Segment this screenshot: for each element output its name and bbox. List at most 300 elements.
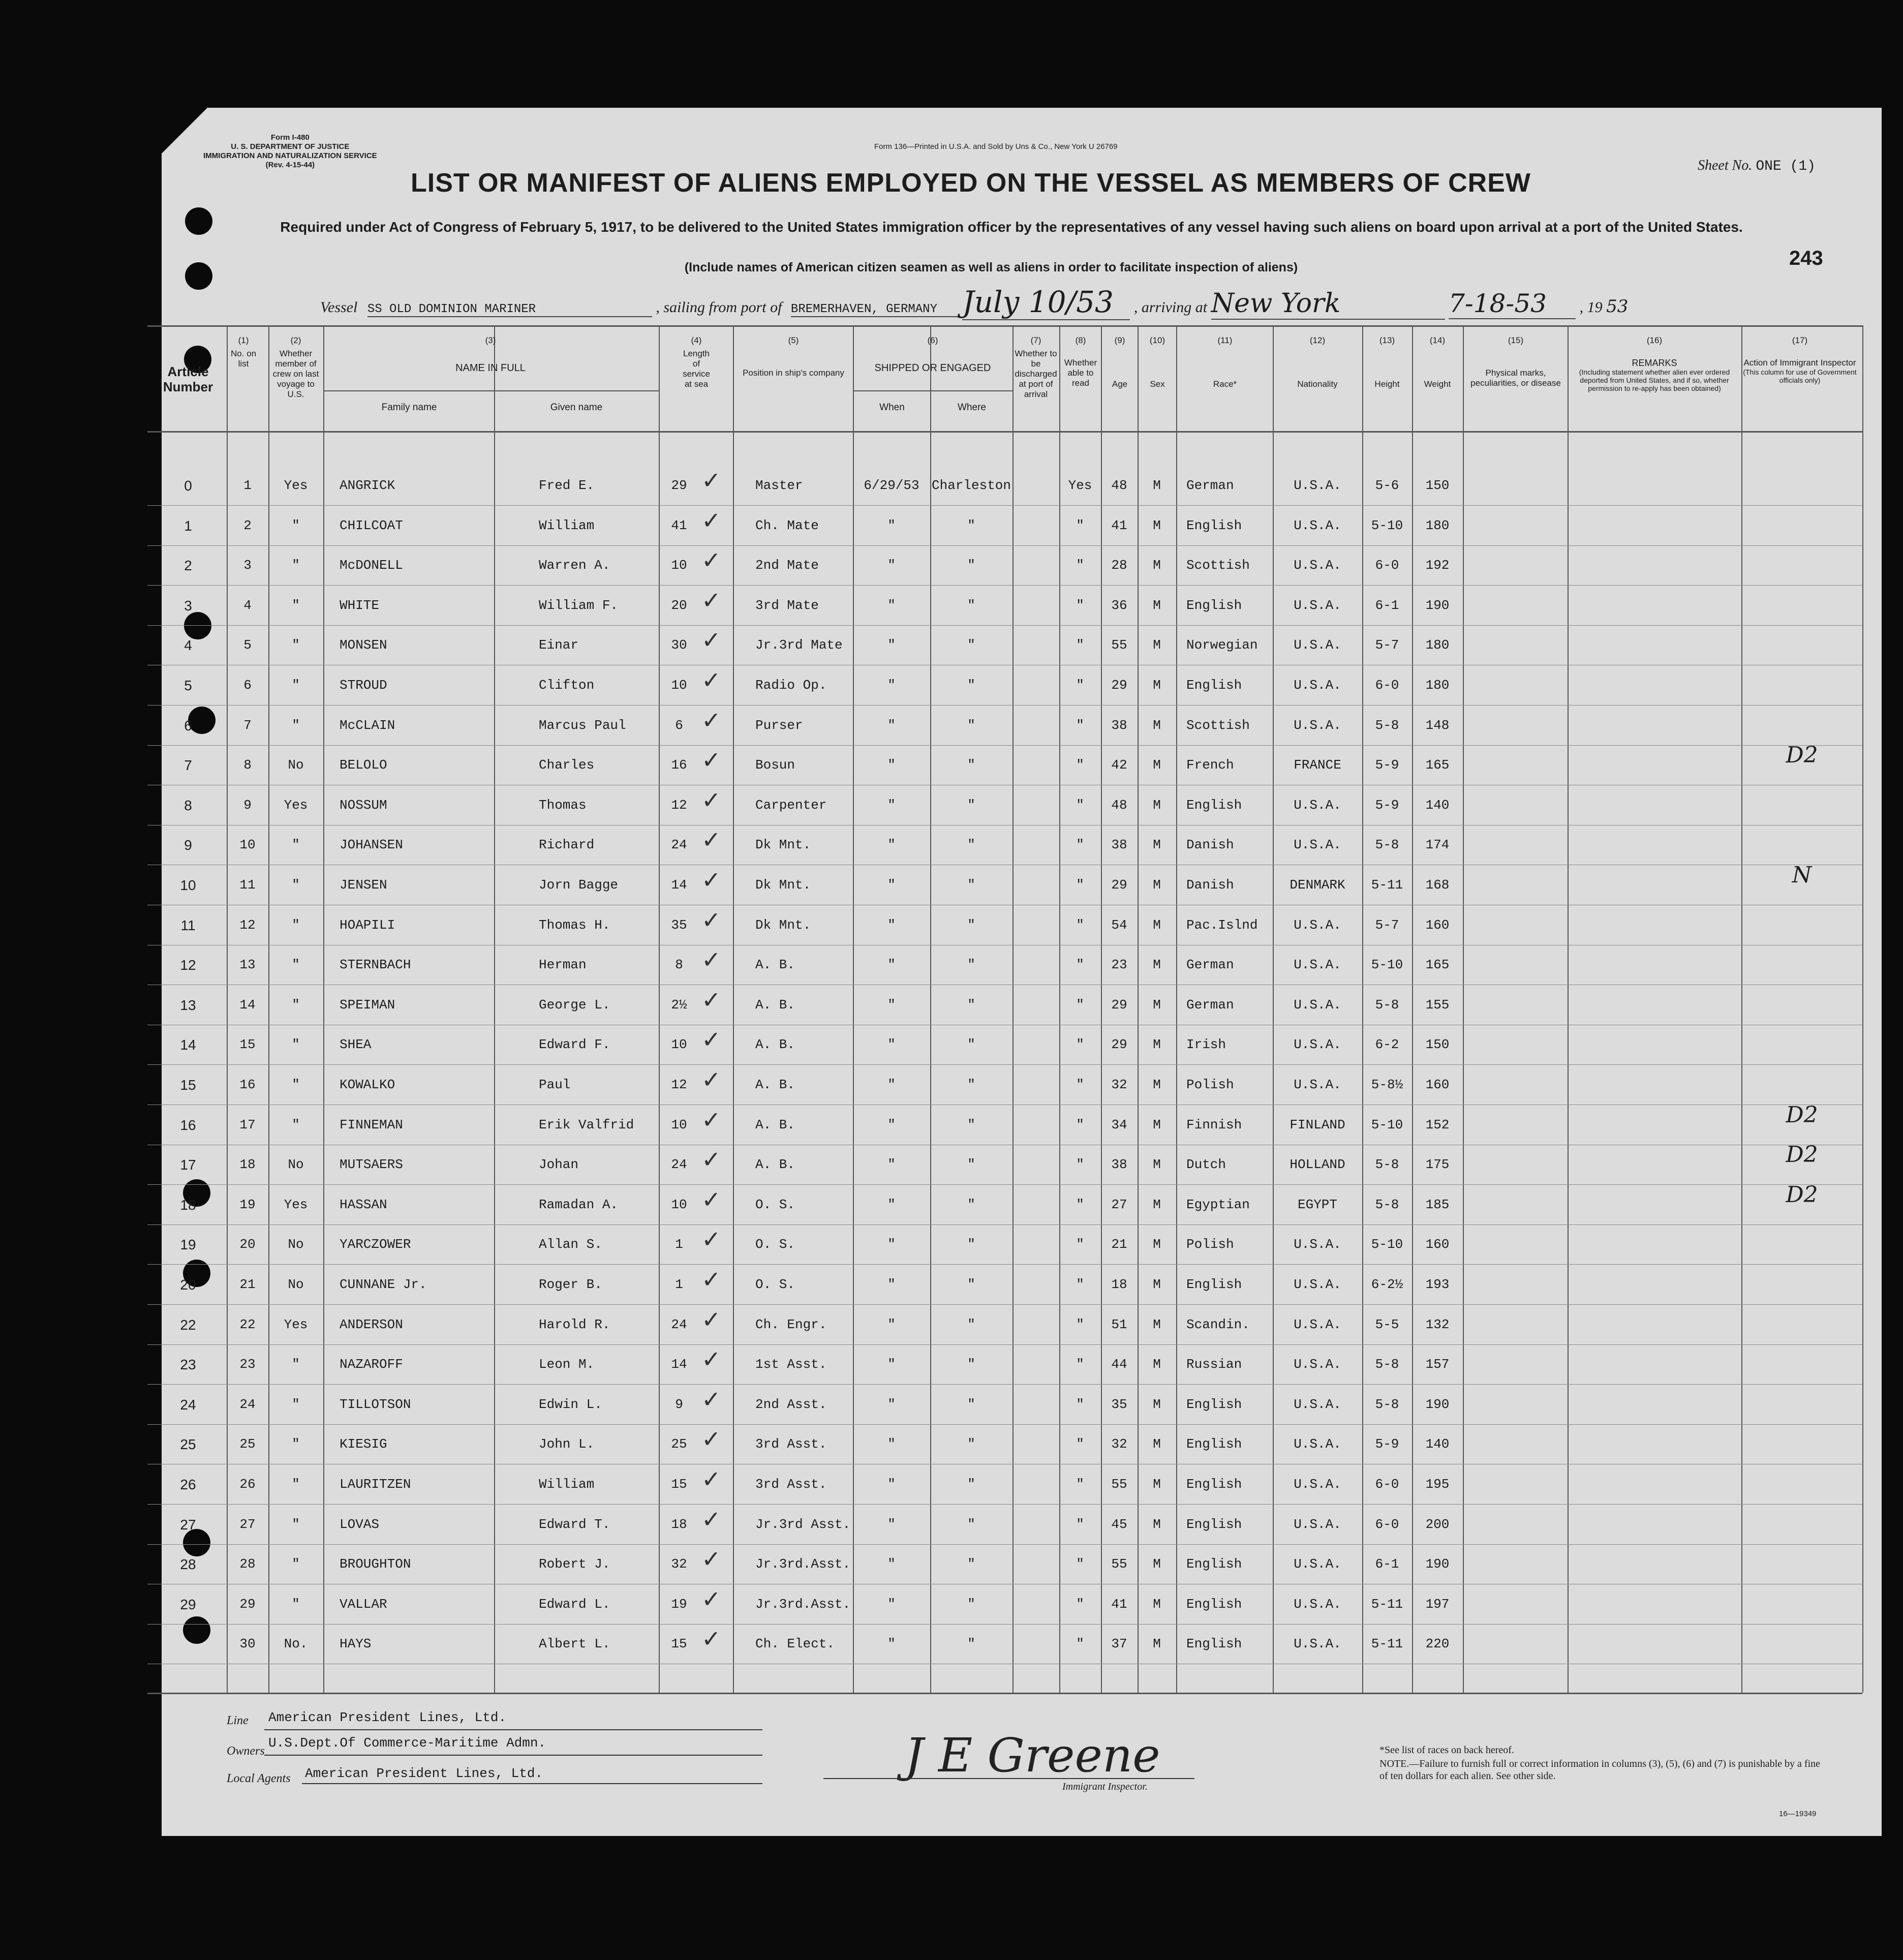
column-rule — [1176, 325, 1177, 1693]
cell-height: 5-8½ — [1371, 1077, 1403, 1092]
header-given-name: Given name — [550, 402, 603, 413]
cell-art: 19 — [180, 1237, 196, 1253]
cell-when: " — [887, 917, 896, 933]
cell-weight: 150 — [1425, 478, 1450, 493]
cell-family: McDONELL — [340, 558, 403, 573]
sailing-port: BREMERHAVEN, GERMANY — [791, 302, 959, 317]
cell-given: William — [539, 517, 595, 533]
cell-when: " — [887, 1556, 896, 1572]
cell-svc: 10 — [671, 1037, 687, 1053]
cell-height: 5-8 — [1375, 997, 1399, 1013]
cell-where: " — [967, 1117, 975, 1132]
cell-svc: 32 — [671, 1556, 687, 1572]
cell-family: HASSAN — [340, 1197, 387, 1212]
cell-height: 5-6 — [1375, 478, 1399, 493]
header-col-4 — [661, 335, 732, 389]
cell-prev: " — [292, 637, 300, 653]
cell-pos: Jr.3rd Asst. — [755, 1516, 851, 1532]
cell-svc: 6 — [675, 717, 683, 733]
header-bottom-rule — [147, 431, 1862, 433]
cell-when: " — [887, 1037, 896, 1053]
footer-line — [227, 1714, 249, 1728]
sheet-label: Sheet No. — [1698, 158, 1753, 173]
cell-family: MUTSAERS — [340, 1157, 403, 1173]
check-mark-icon: ✓ — [701, 946, 721, 974]
header-col-7 — [1014, 335, 1058, 400]
cell-given: Edward F. — [539, 1037, 610, 1053]
cell-given: Jorn Bagge — [539, 877, 619, 893]
cell-nat: U.S.A. — [1294, 1477, 1341, 1492]
cell-read: Yes — [1068, 478, 1092, 493]
punch-hole — [185, 207, 212, 235]
cell-age: 36 — [1111, 597, 1127, 613]
cell-pos: 3rd Asst. — [755, 1436, 827, 1452]
cell-sex: M — [1153, 1277, 1161, 1292]
cell-weight: 197 — [1425, 1596, 1450, 1612]
cell-action: N — [1792, 862, 1812, 888]
cell-given: Allan S. — [539, 1237, 602, 1252]
header-col-2 — [269, 335, 322, 400]
cell-nat: U.S.A. — [1294, 1556, 1341, 1572]
cell-race: Finnish — [1186, 1117, 1242, 1132]
cell-read: " — [1076, 1237, 1084, 1252]
cell-no: 9 — [243, 797, 252, 813]
cell-pos: 3rd Mate — [755, 597, 819, 613]
cell-pos: Dk Mnt. — [755, 917, 811, 933]
cell-sex: M — [1153, 1237, 1161, 1252]
cell-age: 38 — [1111, 837, 1127, 853]
cell-family: MONSEN — [340, 637, 387, 653]
cell-svc: 2½ — [671, 997, 687, 1013]
cell-weight: 140 — [1425, 797, 1450, 813]
check-mark-icon: ✓ — [701, 826, 721, 854]
cell-age: 29 — [1111, 997, 1127, 1013]
cell-sex: M — [1153, 917, 1161, 933]
cell-given: Paul — [539, 1077, 571, 1092]
cell-prev: " — [292, 517, 300, 533]
cell-race: French — [1186, 757, 1234, 773]
cell-weight: 180 — [1425, 637, 1450, 653]
cell-svc: 24 — [671, 1316, 687, 1332]
cell-weight: 175 — [1425, 1157, 1450, 1173]
cell-sex: M — [1153, 757, 1161, 773]
header-when: When — [879, 402, 905, 413]
check-mark-icon: ✓ — [701, 1146, 721, 1174]
cell-weight: 174 — [1425, 837, 1450, 853]
cell-when: " — [887, 1596, 896, 1612]
cell-height: 5-7 — [1375, 917, 1399, 933]
cell-race: English — [1186, 797, 1242, 813]
col-9-label: Age — [1112, 379, 1128, 389]
cell-pos: Jr.3rd Mate — [755, 637, 843, 653]
cell-when: " — [887, 1117, 896, 1132]
row-rule — [147, 545, 1862, 546]
cell-pos: A. B. — [755, 1077, 795, 1092]
requirement-text: Required under Act of Congress of February 5, 1917, to be delivered to the United States immigration officer by the representatives of any vessel having such aliens on board upon arrival at a port of the United States. — [280, 219, 1743, 235]
check-mark-icon: ✓ — [701, 906, 721, 934]
inspector-signature: J E Greene — [905, 1728, 1160, 1783]
cell-pos: Master — [755, 478, 803, 493]
cell-svc: 29 — [671, 478, 687, 493]
cell-prev: " — [292, 1516, 300, 1532]
cell-art: 27 — [180, 1516, 196, 1533]
col-8-number: (8) — [1075, 335, 1086, 345]
cell-given: Edwin L. — [539, 1396, 602, 1412]
row-rule — [147, 1504, 1862, 1505]
cell-prev: " — [292, 997, 300, 1013]
col-16-label: REMARKS — [1632, 358, 1677, 368]
sheet-value: ONE (1) — [1756, 159, 1816, 174]
agents-label: Local Agents — [227, 1772, 291, 1785]
cell-where: " — [967, 1037, 975, 1053]
cell-read: " — [1076, 637, 1084, 653]
cell-age: 23 — [1111, 957, 1127, 973]
cell-pos: Ch. Engr. — [755, 1316, 827, 1332]
cell-no: 30 — [239, 1636, 256, 1652]
cell-no: 5 — [243, 637, 252, 653]
cell-age: 41 — [1111, 517, 1127, 533]
col-10-label: Sex — [1150, 379, 1165, 389]
cell-height: 5-8 — [1375, 837, 1399, 853]
cell-weight: 140 — [1425, 1436, 1450, 1452]
service: IMMIGRATION AND NATURALIZATION SERVICE — [203, 151, 377, 160]
row-rule — [147, 1544, 1862, 1545]
cell-read: " — [1076, 1556, 1084, 1572]
col-17-note: (This column for use of Government officials only) — [1743, 368, 1857, 384]
check-mark-icon: ✓ — [701, 586, 721, 614]
column-rule — [1741, 325, 1742, 1693]
cell-given: Herman — [539, 957, 587, 973]
check-mark-icon: ✓ — [701, 506, 721, 534]
cell-family: KIESIG — [340, 1436, 387, 1452]
cell-sex: M — [1153, 1037, 1161, 1053]
cell-given: Roger B. — [539, 1277, 602, 1292]
cell-where: " — [967, 1357, 975, 1372]
cell-weight: 200 — [1425, 1516, 1450, 1532]
col-6-number: (6) — [927, 335, 938, 345]
cell-prev: " — [292, 1117, 300, 1132]
cell-where: " — [967, 997, 975, 1013]
cell-svc: 41 — [671, 517, 687, 533]
cell-family: STERNBACH — [340, 957, 411, 973]
cell-family: JOHANSEN — [340, 837, 403, 853]
row-rule — [147, 1184, 1862, 1185]
cell-no: 18 — [239, 1157, 256, 1173]
cell-age: 32 — [1111, 1436, 1127, 1452]
punch-hole — [184, 612, 211, 639]
cell-nat: U.S.A. — [1294, 1357, 1341, 1372]
cell-where: " — [967, 678, 975, 693]
cell-race: Danish — [1186, 837, 1234, 853]
check-mark-icon: ✓ — [701, 1185, 721, 1213]
check-mark-icon: ✓ — [701, 986, 721, 1014]
cell-age: 55 — [1111, 1477, 1127, 1492]
cell-sex: M — [1153, 1556, 1161, 1572]
row-rule — [147, 505, 1862, 506]
cell-given: Clifton — [539, 678, 595, 693]
cell-given: Charles — [539, 757, 595, 773]
cell-nat: U.S.A. — [1294, 797, 1341, 813]
cell-sex: M — [1153, 478, 1161, 493]
cell-race: Polish — [1186, 1077, 1234, 1092]
cell-art: 23 — [180, 1357, 196, 1373]
header-col-16 — [1571, 335, 1738, 392]
row-rule — [147, 625, 1862, 626]
cell-race: Dutch — [1186, 1157, 1226, 1173]
cell-where: " — [967, 1636, 975, 1652]
cell-weight: 190 — [1425, 1556, 1450, 1572]
cell-pos: Carpenter — [755, 797, 827, 813]
cell-family: ANGRICK — [340, 478, 395, 493]
header-col-17 — [1742, 335, 1857, 384]
cell-nat: U.S.A. — [1294, 597, 1341, 613]
check-mark-icon: ✓ — [701, 1106, 721, 1134]
cell-nat: EGYPT — [1297, 1197, 1337, 1212]
cell-svc: 30 — [671, 637, 687, 653]
row-rule — [147, 1304, 1862, 1305]
cell-where: " — [967, 1277, 975, 1292]
column-rule — [494, 325, 495, 1693]
cell-race: Danish — [1186, 877, 1234, 893]
table-bottom-rule — [147, 1693, 1862, 1694]
check-mark-icon: ✓ — [701, 746, 721, 774]
cell-prev: " — [292, 1556, 300, 1572]
cell-given: Richard — [539, 837, 595, 853]
cell-race: English — [1186, 1516, 1242, 1532]
cell-sex: M — [1153, 877, 1161, 893]
cell-age: 41 — [1111, 1596, 1127, 1612]
cell-given: William — [539, 1477, 595, 1492]
cell-prev: No — [288, 1237, 304, 1252]
page-number: 243 — [1789, 247, 1823, 269]
cell-age: 32 — [1111, 1077, 1127, 1092]
cell-family: JENSEN — [340, 877, 387, 893]
cell-when: " — [887, 637, 896, 653]
cell-svc: 24 — [671, 1157, 687, 1173]
arriving-label: , arriving at — [1133, 299, 1208, 316]
cell-race: English — [1186, 1436, 1242, 1452]
check-mark-icon: ✓ — [701, 1385, 721, 1413]
cell-no: 29 — [239, 1596, 256, 1612]
cell-art: 1 — [184, 517, 192, 534]
penalty-note: NOTE.—Failure to furnish full or correct information in columns (3), (5), (6) and (7) is punishable by a fine of ten dollars for each alien. See other side. — [1379, 1758, 1821, 1782]
cell-nat: DENMARK — [1290, 877, 1345, 893]
include-note: (Include names of American citizen seamen as well as aliens in order to facilitate inspection of aliens) — [684, 260, 1298, 274]
cell-no: 23 — [239, 1357, 256, 1372]
cell-nat: FRANCE — [1294, 757, 1341, 773]
cell-nat: U.S.A. — [1294, 1436, 1341, 1452]
department: U. S. DEPARTMENT OF JUSTICE — [231, 142, 350, 151]
cell-sex: M — [1153, 517, 1161, 533]
cell-action: D2 — [1786, 1101, 1818, 1128]
cell-pos: 3rd Asst. — [755, 1477, 827, 1492]
cell-prev: No — [288, 1157, 304, 1173]
cell-age: 44 — [1111, 1357, 1127, 1372]
cell-svc: 1 — [675, 1277, 683, 1292]
cell-pos: A. B. — [755, 997, 795, 1013]
cell-race: Scottish — [1186, 558, 1250, 573]
cell-no: 25 — [239, 1436, 256, 1452]
year-value: 53 — [1606, 296, 1629, 317]
cell-height: 5-5 — [1375, 1316, 1399, 1332]
header-col-11 — [1178, 335, 1272, 389]
cell-when: " — [887, 597, 896, 613]
cell-sex: M — [1153, 1117, 1161, 1132]
check-mark-icon: ✓ — [701, 1625, 721, 1653]
cell-where: " — [967, 1197, 975, 1212]
col-2-label: Whether member of crew on last voyage to U.S. — [272, 349, 319, 399]
cell-pos: Ch. Mate — [755, 517, 819, 533]
punch-hole — [183, 1616, 210, 1644]
cell-read: " — [1076, 517, 1084, 533]
races-note: *See list of races on back hereof. — [1379, 1744, 1514, 1756]
form-code: 16—19349 — [1779, 1810, 1817, 1818]
col-1-label: No. on list — [230, 349, 257, 369]
cell-sex: M — [1153, 1396, 1161, 1412]
cell-height: 5-8 — [1375, 1197, 1399, 1212]
cell-age: 29 — [1111, 1037, 1127, 1053]
cell-weight: 220 — [1425, 1636, 1450, 1652]
punch-hole — [185, 262, 212, 290]
cell-family: KOWALKO — [340, 1077, 395, 1092]
cell-pos: 1st Asst. — [755, 1357, 827, 1372]
row-rule — [147, 1344, 1862, 1345]
cell-read: " — [1076, 597, 1084, 613]
cell-when: " — [887, 1157, 896, 1173]
vessel-name: SS OLD DOMINION MARINER — [367, 302, 652, 317]
cell-prev: " — [292, 877, 300, 893]
cell-art: 2 — [184, 558, 192, 574]
cell-read: " — [1076, 1157, 1084, 1173]
cell-sex: M — [1153, 597, 1161, 613]
cell-no: 2 — [243, 517, 252, 533]
cell-prev: " — [292, 1357, 300, 1372]
page-title: LIST OR MANIFEST OF ALIENS EMPLOYED ON THE VESSEL AS MEMBERS OF CREW — [411, 168, 1531, 198]
check-mark-icon: ✓ — [701, 1425, 721, 1453]
cell-pos: Jr.3rd.Asst. — [755, 1596, 851, 1612]
cell-family: YARCZOWER — [340, 1237, 411, 1252]
header-col-10 — [1139, 335, 1176, 389]
col-11-label: Race* — [1213, 379, 1237, 389]
cell-when: " — [887, 1357, 896, 1372]
cell-nat: U.S.A. — [1294, 517, 1341, 533]
cell-nat: U.S.A. — [1294, 1596, 1341, 1612]
owners-underline — [264, 1755, 762, 1756]
cell-pos: A. B. — [755, 1117, 795, 1132]
cell-prev: Yes — [284, 797, 308, 813]
cell-no: 19 — [239, 1197, 256, 1212]
cell-svc: 10 — [671, 1117, 687, 1132]
cell-art: 14 — [180, 1037, 196, 1053]
column-rule — [323, 325, 324, 1693]
cell-sex: M — [1153, 1516, 1161, 1532]
cell-read: " — [1076, 717, 1084, 733]
check-mark-icon: ✓ — [701, 1226, 721, 1253]
cell-read: " — [1076, 1636, 1084, 1652]
cell-family: STROUD — [340, 678, 387, 693]
cell-when: " — [887, 997, 896, 1013]
cell-given: Robert J. — [539, 1556, 610, 1572]
cell-pos: Jr.3rd.Asst. — [755, 1556, 851, 1572]
cell-given: Leon M. — [539, 1357, 595, 1372]
col-3-number: (3) — [485, 335, 496, 345]
header-col-1 — [227, 335, 260, 369]
cell-svc: 19 — [671, 1596, 687, 1612]
cell-read: " — [1076, 1037, 1084, 1053]
cell-svc: 14 — [671, 877, 687, 893]
header-where: Where — [958, 402, 986, 413]
cell-prev: Yes — [284, 1197, 308, 1212]
cell-height: 5-7 — [1375, 637, 1399, 653]
cell-given: Johan — [539, 1157, 579, 1173]
cell-read: " — [1076, 1117, 1084, 1132]
cell-weight: 148 — [1425, 717, 1450, 733]
col-14-label: Weight — [1424, 379, 1451, 389]
footer-owners — [227, 1744, 265, 1758]
cell-given: Thomas — [539, 797, 587, 813]
row-rule — [147, 585, 1862, 586]
cell-sex: M — [1153, 1636, 1161, 1652]
cell-prev: No. — [284, 1636, 308, 1652]
printer-note: Form 136—Printed in U.S.A. and Sold by Uns & Co., New York U 26769 — [874, 142, 1118, 151]
cell-weight: 185 — [1425, 1197, 1450, 1212]
cell-art: 29 — [180, 1596, 196, 1612]
row-rule — [147, 745, 1862, 746]
cell-nat: U.S.A. — [1294, 637, 1341, 653]
vessel-label: Vessel — [320, 299, 358, 316]
col-5-label: Position in ship's company — [743, 368, 844, 378]
cell-when: " — [887, 757, 896, 773]
col-16-note: (Including statement whether alien ever ordered deported from United States, and if so, whether permission to re-apply has been obtained) — [1579, 368, 1730, 392]
cell-no: 17 — [239, 1117, 256, 1132]
col-8-label: Whether able to read — [1064, 358, 1097, 388]
cell-pos: O. S. — [755, 1237, 795, 1252]
shipped-subheader-rule — [853, 390, 1012, 391]
cell-race: English — [1186, 1477, 1242, 1492]
punch-hole — [183, 1529, 210, 1556]
check-mark-icon: ✓ — [701, 1066, 721, 1093]
header-col-5 — [735, 335, 852, 378]
cell-height: 5-9 — [1375, 797, 1399, 813]
cell-no: 10 — [239, 837, 256, 853]
cell-action: D2 — [1786, 1142, 1818, 1168]
col-13-number: (13) — [1379, 335, 1395, 345]
cell-prev: " — [292, 1396, 300, 1412]
cell-age: 55 — [1111, 637, 1127, 653]
cell-race: English — [1186, 1556, 1242, 1572]
cell-art: 22 — [180, 1316, 196, 1333]
cell-prev: Yes — [284, 1316, 308, 1332]
cell-when: " — [887, 1077, 896, 1092]
cell-age: 42 — [1111, 757, 1127, 773]
cell-nat: U.S.A. — [1294, 997, 1341, 1013]
cell-where: Charleston — [931, 478, 1011, 493]
cell-nat: U.S.A. — [1294, 917, 1341, 933]
cell-read: " — [1076, 1396, 1084, 1412]
cell-read: " — [1076, 917, 1084, 933]
cell-svc: 16 — [671, 757, 687, 773]
row-rule — [147, 1224, 1862, 1225]
col-16-number: (16) — [1646, 335, 1663, 345]
col-3-label: NAME IN FULL — [455, 362, 526, 374]
cell-svc: 24 — [671, 837, 687, 853]
cell-art: 4 — [184, 637, 192, 654]
cell-read: " — [1076, 558, 1084, 573]
col-14-number: (14) — [1429, 335, 1446, 345]
cell-nat: U.S.A. — [1294, 1396, 1341, 1412]
cell-art: 0 — [184, 478, 192, 494]
col-17-number: (17) — [1792, 335, 1808, 345]
